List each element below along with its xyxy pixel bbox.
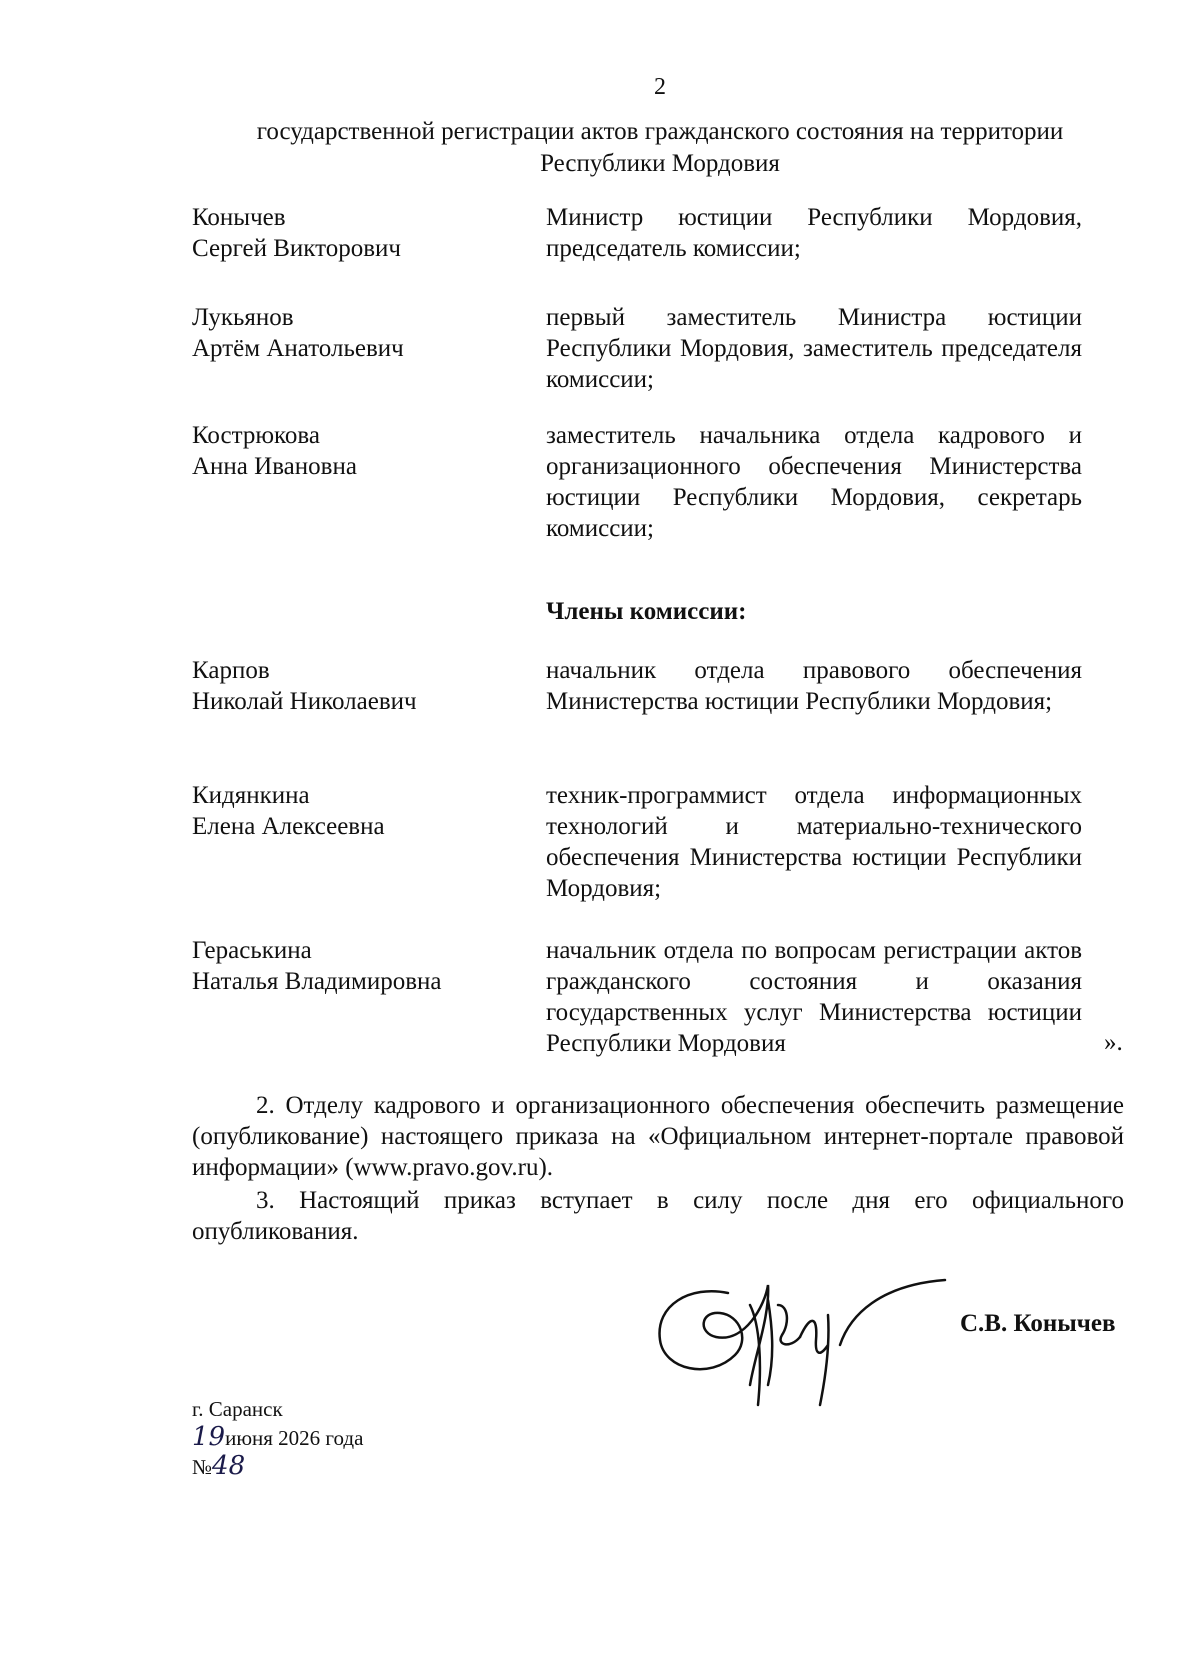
document-header [190,116,1130,180]
member-surname: Карпов [192,657,270,684]
document-footer [192,1395,363,1481]
date-day: 19 [192,1422,226,1452]
number-value: 48 [212,1451,246,1481]
member-role: техник-программист отдела информационных технологий и материально-технического обеспечения Министерства юстиции Республики Мордовия; [546,782,1082,902]
member-role: начальник отдела правового обеспечения Министерства юстиции Республики Мордовия; [546,657,1082,715]
member-surname: Гераськина [192,937,312,964]
member-given-names: Елена Алексеевна [192,813,385,840]
member-name [192,202,522,264]
paragraph-3-text: 3. Настоящий приказ вступает в силу после дня его официального опубликования. [192,1187,1124,1245]
member-given-names: Артём Анатольевич [192,335,404,362]
member-name [192,302,522,364]
handwritten-signature [650,1245,950,1415]
signer-name: С.В. Конычев [960,1310,1116,1337]
closing-quote: ». [1104,1029,1123,1056]
date-rest: июня 2026 года [225,1426,364,1450]
member-given-names: Наталья Владимировна [192,968,442,995]
member-given-names: Анна Ивановна [192,453,357,480]
commission-member [192,780,1082,904]
member-role: заместитель начальника отдела кадрового и организационного обеспечения Министерства юстиции Республики Мордовия, секретарь комиссии; [546,422,1082,542]
member-surname: Кидянкина [192,782,310,809]
member-name [192,420,522,482]
footer-city: г. Саранск [192,1397,283,1421]
member-given-names: Николай Николаевич [192,688,417,715]
member-surname: Конычев [192,204,286,231]
header-line-2: Республики Мордовия [540,150,780,177]
member-name [192,655,522,717]
paragraph-2 [192,1090,1124,1183]
commission-member [192,202,1082,264]
commission-member [192,420,1082,544]
footer-number [192,1452,363,1481]
header-line-1: государственной регистрации актов гражданского состояния на территории [256,118,1064,145]
page-number: 2 [654,74,666,100]
number-prefix: № [192,1455,213,1479]
commission-member [192,935,1082,1059]
member-surname: Лукьянов [192,304,294,331]
commission-member [192,655,1082,717]
members-heading: Члены комиссии: [546,598,747,625]
member-given-names: Сергей Викторович [192,235,401,262]
footer-date [192,1423,363,1452]
member-name [192,780,522,842]
member-role: Министр юстиции Республики Мордовия, председатель комиссии; [546,204,1082,262]
commission-member [192,302,1082,395]
member-role: начальник отдела по вопросам регистрации актов гражданского состояния и оказания государственных услуг Министерства юстиции Республики Мордовия [546,937,1082,1057]
paragraph-2-text: 2. Отделу кадрового и организационного обеспечения обеспечить размещение (опубликование) настоящего приказа на «Официальном интернет-портале правовой информации» (www.pravo.gov.ru). [192,1092,1124,1181]
member-role: первый заместитель Министра юстиции Республики Мордовия, заместитель председателя комиссии; [546,304,1082,393]
paragraph-3 [192,1185,1124,1247]
member-name [192,935,522,997]
member-surname: Кострюкова [192,422,321,449]
